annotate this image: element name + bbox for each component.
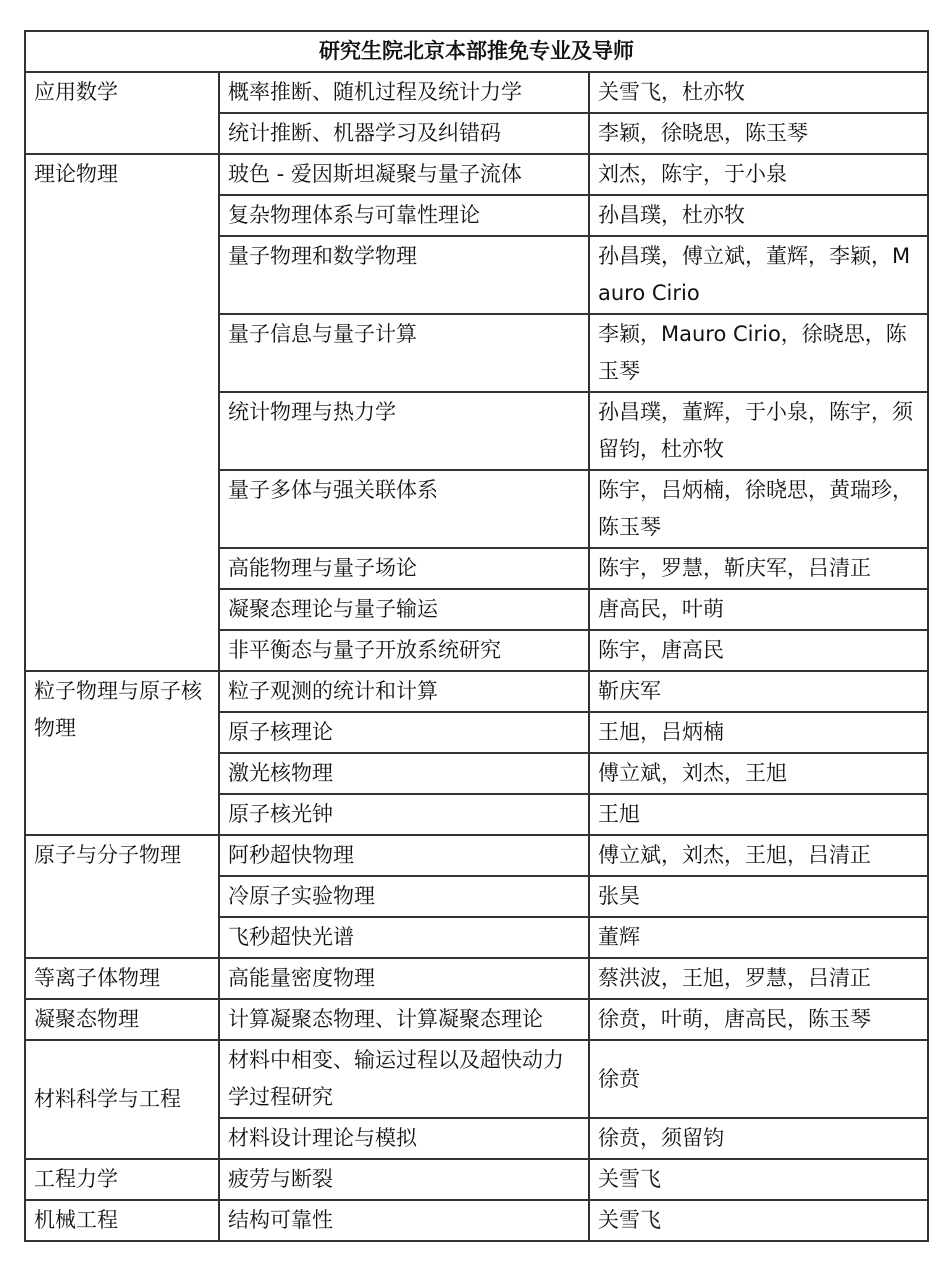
- tutors-cell: 关雪飞，杜亦牧: [589, 72, 928, 113]
- direction-cell: 粒子观测的统计和计算: [219, 671, 589, 712]
- tutors-cell: 陈宇，罗慧，靳庆军，吕清正: [589, 548, 928, 589]
- tutors-cell: 张昊: [589, 876, 928, 917]
- tutors-cell: 李颖，Mauro Cirio，徐晓思，陈玉琴: [589, 314, 928, 392]
- table-row: [25, 671, 928, 712]
- direction-cell: 结构可靠性: [219, 1200, 589, 1241]
- tutors-cell: 傅立斌，刘杰，王旭: [589, 753, 928, 794]
- tutors-cell: 陈宇，唐高民: [589, 630, 928, 671]
- major-cell: 应用数学: [25, 72, 219, 154]
- direction-cell: 非平衡态与量子开放系统研究: [219, 630, 589, 671]
- direction-cell: 飞秒超快光谱: [219, 917, 589, 958]
- tutors-cell: 李颖，徐晓思，陈玉琴: [589, 113, 928, 154]
- tutors-cell: 刘杰，陈宇，于小泉: [589, 154, 928, 195]
- table-row: [25, 1159, 928, 1200]
- major-cell: 机械工程: [25, 1200, 219, 1241]
- direction-cell: 统计推断、机器学习及纠错码: [219, 113, 589, 154]
- direction-cell: 材料中相变、输运过程以及超快动力学过程研究: [219, 1040, 589, 1118]
- direction-cell: 疲劳与断裂: [219, 1159, 589, 1200]
- tutors-cell: 关雪飞: [589, 1159, 928, 1200]
- tutors-cell: 孙昌璞，傅立斌，董辉，李颖，Mauro Cirio: [589, 236, 928, 314]
- direction-cell: 冷原子实验物理: [219, 876, 589, 917]
- tutors-cell: 关雪飞: [589, 1200, 928, 1241]
- tutors-cell: 徐贲，须留钧: [589, 1118, 928, 1159]
- major-cell: 理论物理: [25, 154, 219, 671]
- table-row: [25, 72, 928, 113]
- tutors-cell: 徐贲: [589, 1040, 928, 1118]
- direction-cell: 量子多体与强关联体系: [219, 470, 589, 548]
- major-cell: 凝聚态物理: [25, 999, 219, 1040]
- table-row: [25, 999, 928, 1040]
- direction-cell: 概率推断、随机过程及统计力学: [219, 72, 589, 113]
- direction-cell: 材料设计理论与模拟: [219, 1118, 589, 1159]
- table-row: [25, 835, 928, 876]
- tutors-cell: 蔡洪波，王旭，罗慧，吕清正: [589, 958, 928, 999]
- table-row: [25, 1040, 928, 1118]
- direction-cell: 凝聚态理论与量子输运: [219, 589, 589, 630]
- tutors-cell: 徐贲，叶萌，唐高民，陈玉琴: [589, 999, 928, 1040]
- tutor-table: [24, 30, 929, 1242]
- direction-cell: 计算凝聚态物理、计算凝聚态理论: [219, 999, 589, 1040]
- major-cell: 材料科学与工程: [25, 1040, 219, 1159]
- tutors-cell: 陈宇，吕炳楠，徐晓思，黄瑞珍，陈玉琴: [589, 470, 928, 548]
- tutors-cell: 唐高民，叶萌: [589, 589, 928, 630]
- tutors-cell: 傅立斌，刘杰，王旭，吕清正: [589, 835, 928, 876]
- direction-cell: 量子信息与量子计算: [219, 314, 589, 392]
- major-cell: 工程力学: [25, 1159, 219, 1200]
- tutors-cell: 孙昌璞，董辉，于小泉，陈宇，须留钧，杜亦牧: [589, 392, 928, 470]
- direction-cell: 激光核物理: [219, 753, 589, 794]
- major-cell: 等离子体物理: [25, 958, 219, 999]
- direction-cell: 复杂物理体系与可靠性理论: [219, 195, 589, 236]
- major-cell: 粒子物理与原子核物理: [25, 671, 219, 835]
- major-cell: 原子与分子物理: [25, 835, 219, 958]
- direction-cell: 高能物理与量子场论: [219, 548, 589, 589]
- direction-cell: 高能量密度物理: [219, 958, 589, 999]
- tutors-cell: 王旭，吕炳楠: [589, 712, 928, 753]
- tutors-cell: 王旭: [589, 794, 928, 835]
- direction-cell: 玻色 - 爱因斯坦凝聚与量子流体: [219, 154, 589, 195]
- tutors-cell: 董辉: [589, 917, 928, 958]
- tutors-cell: 靳庆军: [589, 671, 928, 712]
- table-row: [25, 154, 928, 195]
- direction-cell: 原子核光钟: [219, 794, 589, 835]
- direction-cell: 量子物理和数学物理: [219, 236, 589, 314]
- table-title: 研究生院北京本部推免专业及导师: [25, 31, 928, 72]
- table-title-row: [25, 31, 928, 72]
- table-row: [25, 958, 928, 999]
- direction-cell: 原子核理论: [219, 712, 589, 753]
- direction-cell: 阿秒超快物理: [219, 835, 589, 876]
- tutors-cell: 孙昌璞，杜亦牧: [589, 195, 928, 236]
- direction-cell: 统计物理与热力学: [219, 392, 589, 470]
- table-row: [25, 1200, 928, 1241]
